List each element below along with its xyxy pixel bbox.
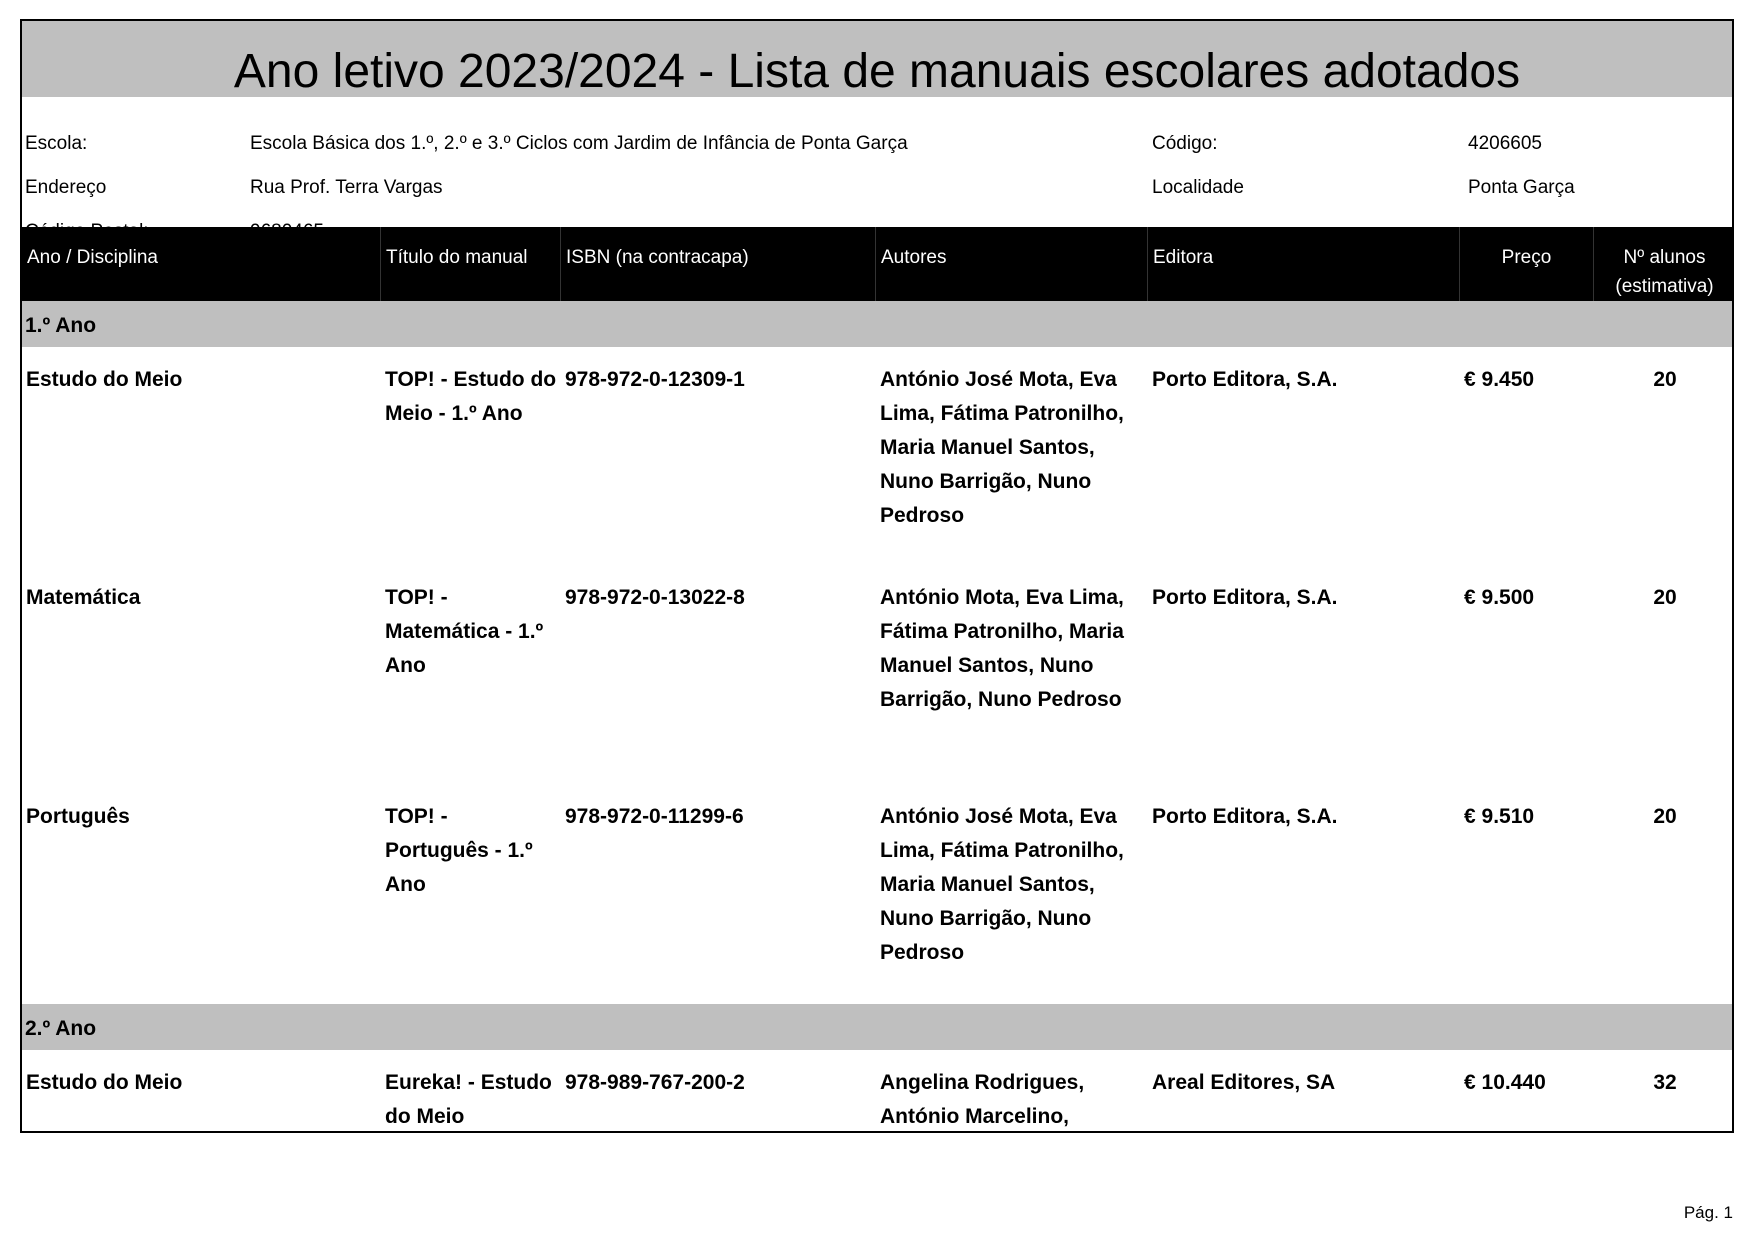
escola-label: Escola:: [25, 133, 88, 154]
cell-disciplina: Estudo do Meio: [26, 1071, 183, 1094]
header-isbn: ISBN (na contracapa): [561, 227, 876, 301]
cell-titulo: TOP! - Matemática - 1.º Ano: [385, 586, 544, 677]
cell-autores: António Mota, Eva Lima, Fátima Patronilho, Maria Manuel Santos, Nuno Barrigão, Nuno Pedroso: [880, 586, 1124, 711]
page-number: Pág. 1: [1683, 1203, 1733, 1222]
cell-titulo: TOP! - Português - 1.º Ano: [385, 805, 533, 896]
info-row-endereco: [22, 167, 1732, 211]
cell-alunos: 20: [1653, 805, 1677, 828]
cell-disciplina: Matemática: [26, 586, 141, 609]
header-alunos-line1: Nº alunos: [1623, 247, 1706, 268]
cell-isbn: 978-989-767-200-2: [565, 1071, 745, 1094]
section-header: [22, 1004, 1732, 1050]
cell-disciplina: Português: [26, 805, 130, 828]
section-header: [22, 301, 1732, 347]
section-label: 1.º Ano: [25, 314, 97, 337]
codigo-value: 4206605: [1468, 133, 1542, 154]
localidade-value: Ponta Garça: [1468, 177, 1575, 198]
section-label: 2.º Ano: [25, 1017, 97, 1040]
header-disciplina: Ano / Disciplina: [22, 227, 381, 301]
cell-preco: € 9.500: [1464, 586, 1535, 609]
cell-editora: Porto Editora, S.A.: [1152, 586, 1338, 609]
escola-value: Escola Básica dos 1.º, 2.º e 3.º Ciclos com Jardim de Infância de Ponta Garça: [250, 133, 908, 154]
cell-titulo: Eureka! - Estudo do Meio: [385, 1071, 552, 1128]
manual-list-sheet: [20, 19, 1734, 1133]
table-header: [22, 227, 1732, 301]
cell-titulo: TOP! - Estudo do Meio - 1.º Ano: [385, 368, 557, 425]
cell-autores: Angelina Rodrigues, António Marcelino,: [880, 1071, 1085, 1128]
cell-alunos: 20: [1653, 586, 1677, 609]
endereco-label: Endereço: [25, 177, 107, 198]
cell-preco: € 9.450: [1464, 368, 1535, 391]
endereco-value: Rua Prof. Terra Vargas: [250, 177, 443, 198]
header-editora: Editora: [1148, 227, 1460, 301]
cell-alunos: 20: [1653, 368, 1677, 391]
header-alunos-line2: (estimativa): [1615, 276, 1714, 297]
codigo-label: Código:: [1152, 133, 1218, 154]
cell-preco: € 10.440: [1464, 1071, 1546, 1094]
cell-isbn: 978-972-0-11299-6: [565, 805, 744, 828]
cell-editora: Porto Editora, S.A.: [1152, 805, 1338, 828]
cell-alunos: 32: [1653, 1071, 1677, 1094]
cell-autores: António José Mota, Eva Lima, Fátima Patronilho, Maria Manuel Santos, Nuno Barrigão, Nuno Pedroso: [880, 368, 1124, 527]
cell-editora: Areal Editores, SA: [1152, 1071, 1336, 1094]
localidade-label: Localidade: [1152, 177, 1244, 198]
header-autores: Autores: [876, 227, 1148, 301]
cell-isbn: 978-972-0-13022-8: [565, 586, 745, 609]
cell-isbn: 978-972-0-12309-1: [565, 368, 745, 391]
header-titulo: Título do manual: [381, 227, 561, 301]
document-title: Ano letivo 2023/2024 - Lista de manuais escolares adotados: [22, 21, 1732, 97]
cell-autores: António José Mota, Eva Lima, Fátima Patronilho, Maria Manuel Santos, Nuno Barrigão, Nuno Pedroso: [880, 805, 1124, 964]
header-alunos: [1594, 227, 1734, 301]
cell-disciplina: Estudo do Meio: [26, 368, 183, 391]
info-row-escola: [22, 123, 1732, 167]
cell-preco: € 9.510: [1464, 805, 1535, 828]
header-preco: Preço: [1460, 227, 1594, 301]
cell-editora: Porto Editora, S.A.: [1152, 368, 1338, 391]
